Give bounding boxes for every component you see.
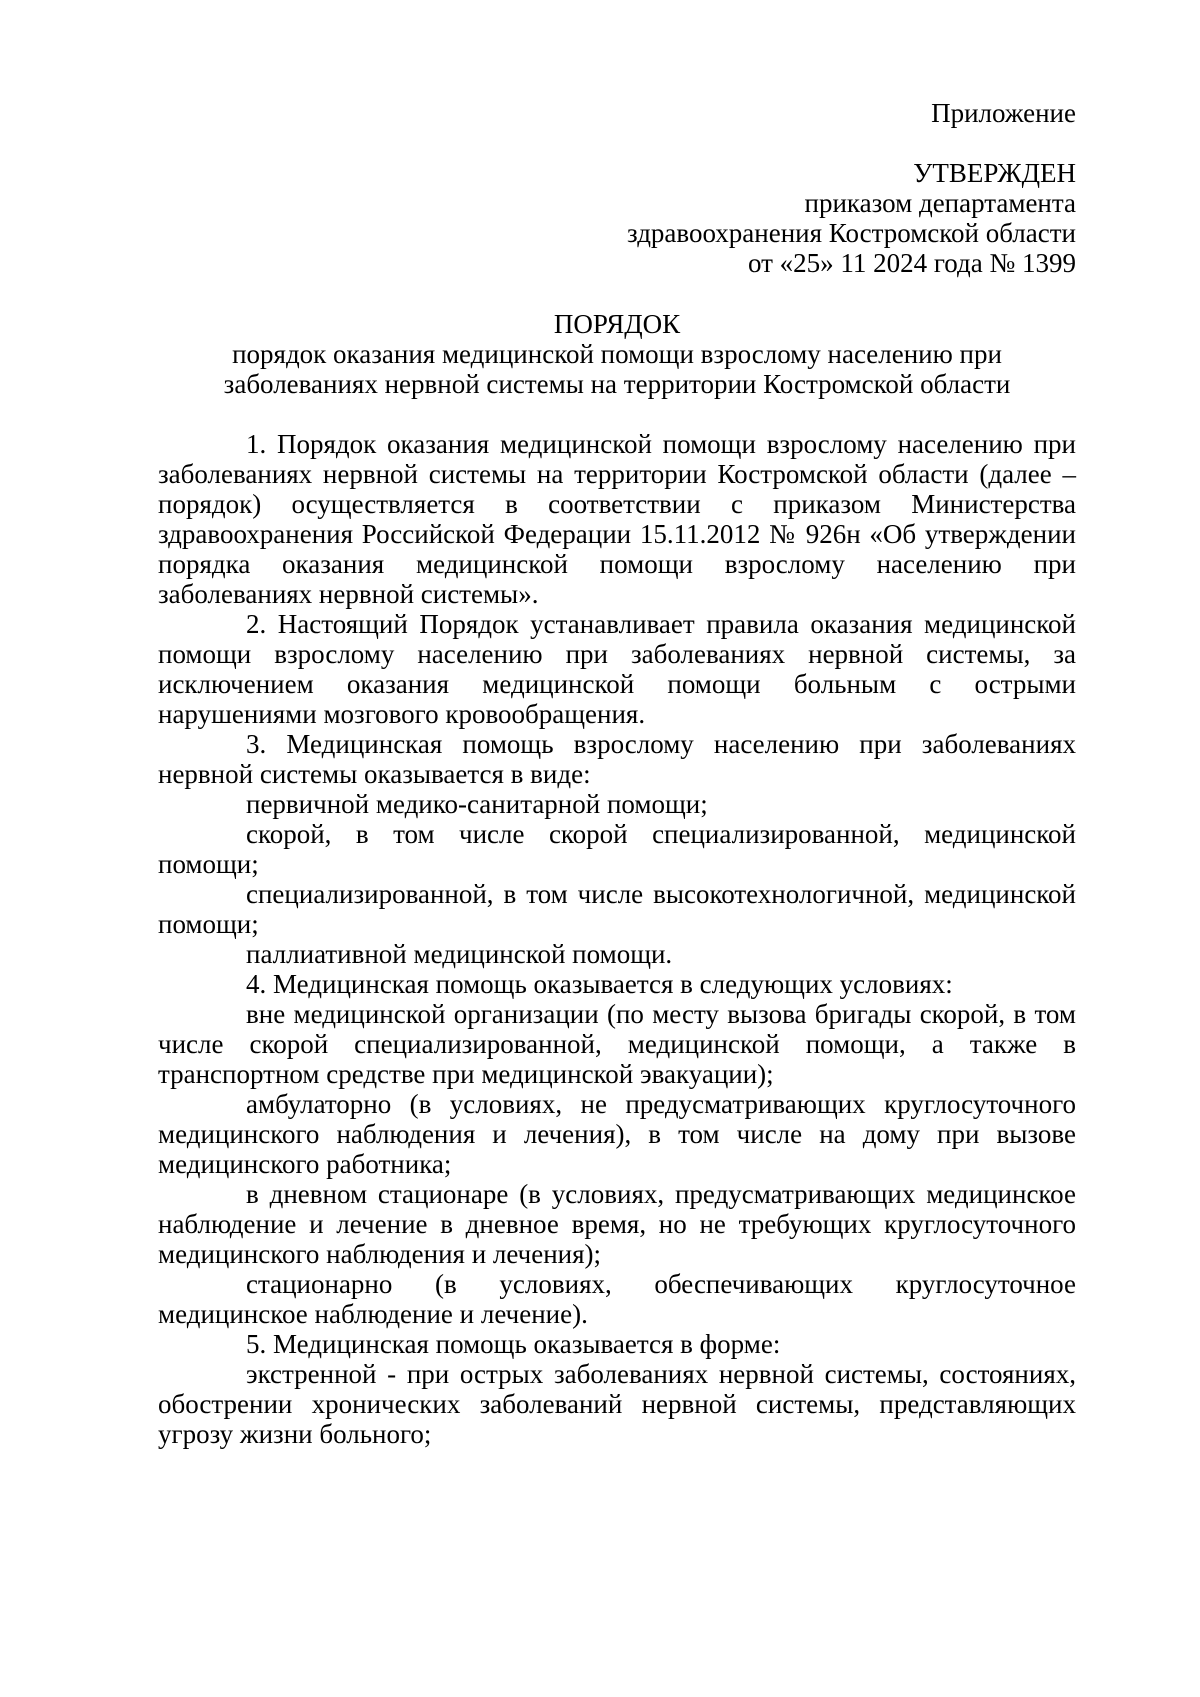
paragraph: амбулаторно (в условиях, не предусматривающих круглосуточного медицинского наблюдения и лечения), в том числе на дому при вызове медицинского работника; <box>158 1089 1076 1179</box>
approval-line-1: приказом департамента <box>804 188 1076 218</box>
paragraph: в дневном стационаре (в условиях, предусматривающих медицинское наблюдение и лечение в дневное время, но не требующих круглосуточного медицинского наблюдения и лечения); <box>158 1179 1076 1269</box>
appendix-label: Приложение <box>931 98 1076 128</box>
document-body <box>158 429 1076 1449</box>
paragraph: первичной медико-санитарной помощи; <box>246 789 708 819</box>
document-title: ПОРЯДОК <box>553 309 681 339</box>
document-subtitle-line-2: заболеваниях нервной системы на территории Костромской области <box>223 369 1011 399</box>
paragraph: 5. Медицинская помощь оказывается в форме: <box>246 1329 781 1359</box>
document-page <box>158 98 1076 1449</box>
document-title-block <box>158 309 1076 399</box>
paragraph: скорой, в том числе скорой специализированной, медицинской помощи; <box>158 819 1076 879</box>
approval-block <box>158 158 1076 278</box>
document-subtitle-line-1: порядок оказания медицинской помощи взрослому населению при <box>232 339 1002 369</box>
paragraph: специализированной, в том числе высокотехнологичной, медицинской помощи; <box>158 879 1076 939</box>
paragraph: стационарно (в условиях, обеспечивающих круглосуточное медицинское наблюдение и лечение). <box>158 1269 1076 1329</box>
approved-label: УТВЕРЖДЕН <box>913 158 1076 188</box>
paragraph: 2. Настоящий Порядок устанавливает правила оказания медицинской помощи взрослому населению при заболеваниях нервной системы, за исключением оказания медицинской помощи больным с острыми нарушениями мозгового кровообращения. <box>158 609 1076 729</box>
paragraph: 4. Медицинская помощь оказывается в следующих условиях: <box>246 969 953 999</box>
paragraph: 3. Медицинская помощь взрослому населению при заболеваниях нервной системы оказывается в виде: <box>158 729 1076 789</box>
paragraph: вне медицинской организации (по месту вызова бригады скорой, в том числе скорой специализированной, медицинской помощи, а также в транспортном средстве при медицинской эвакуации); <box>158 999 1076 1089</box>
approval-line-3: от «25» 11 2024 года № 1399 <box>747 248 1076 278</box>
paragraph: 1. Порядок оказания медицинской помощи взрослому населению при заболеваниях нервной системы на территории Костромской области (далее – порядок) осуществляется в соответствии с приказом Министерства здравоохранения Российской Федерации 15.11.2012 № 926н «Об утверждении порядка оказания медицинской помощи взрослому населению при заболеваниях нервной системы». <box>158 429 1076 609</box>
paragraph: паллиативной медицинской помощи. <box>246 939 673 969</box>
paragraph: экстренной - при острых заболеваниях нервной системы, состояниях, обострении хронических заболеваний нервной системы, представляющих угрозу жизни больного; <box>158 1359 1076 1449</box>
approval-line-2: здравоохранения Костромской области <box>627 218 1076 248</box>
